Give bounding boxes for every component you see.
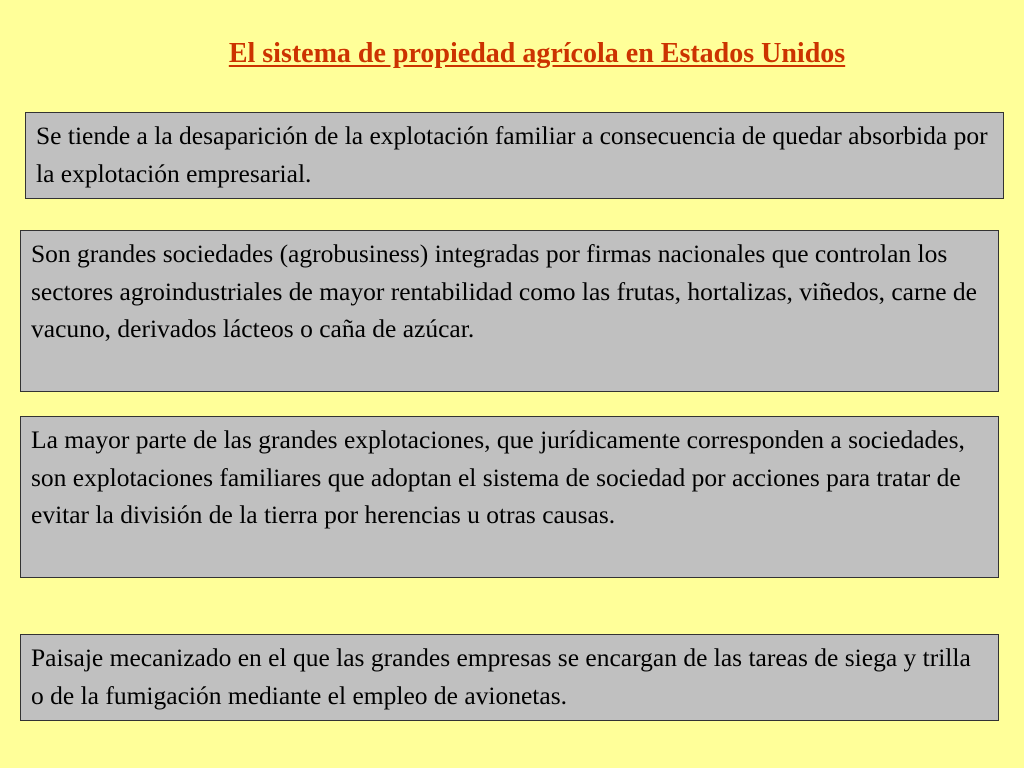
text-box-family-societies: La mayor parte de las grandes explotaciones, que jurídicamente corresponden a sociedades, son explotaciones familiares que adoptan el sistema de sociedad por acciones para tratar de evitar la división de la tierra por herencias u otras causas. — [20, 416, 999, 578]
text-box-absorption: Se tiende a la desaparición de la explotación familiar a consecuencia de quedar absorbida por la explotación empresarial. — [25, 112, 1004, 199]
slide-title: El sistema de propiedad agrícola en Estados Unidos — [228, 38, 846, 69]
text-box-mechanized-landscape: Paisaje mecanizado en el que las grandes empresas se encargan de las tareas de siega y trilla o de la fumigación mediante el empleo de avionetas. — [20, 634, 999, 721]
text-box-agrobusiness: Son grandes sociedades (agrobusiness) integradas por firmas nacionales que controlan los sectores agroindustriales de mayor rentabilidad como las frutas, hortalizas, viñedos, carne de vacuno, derivados lácteos o caña de azúcar. — [20, 230, 999, 392]
